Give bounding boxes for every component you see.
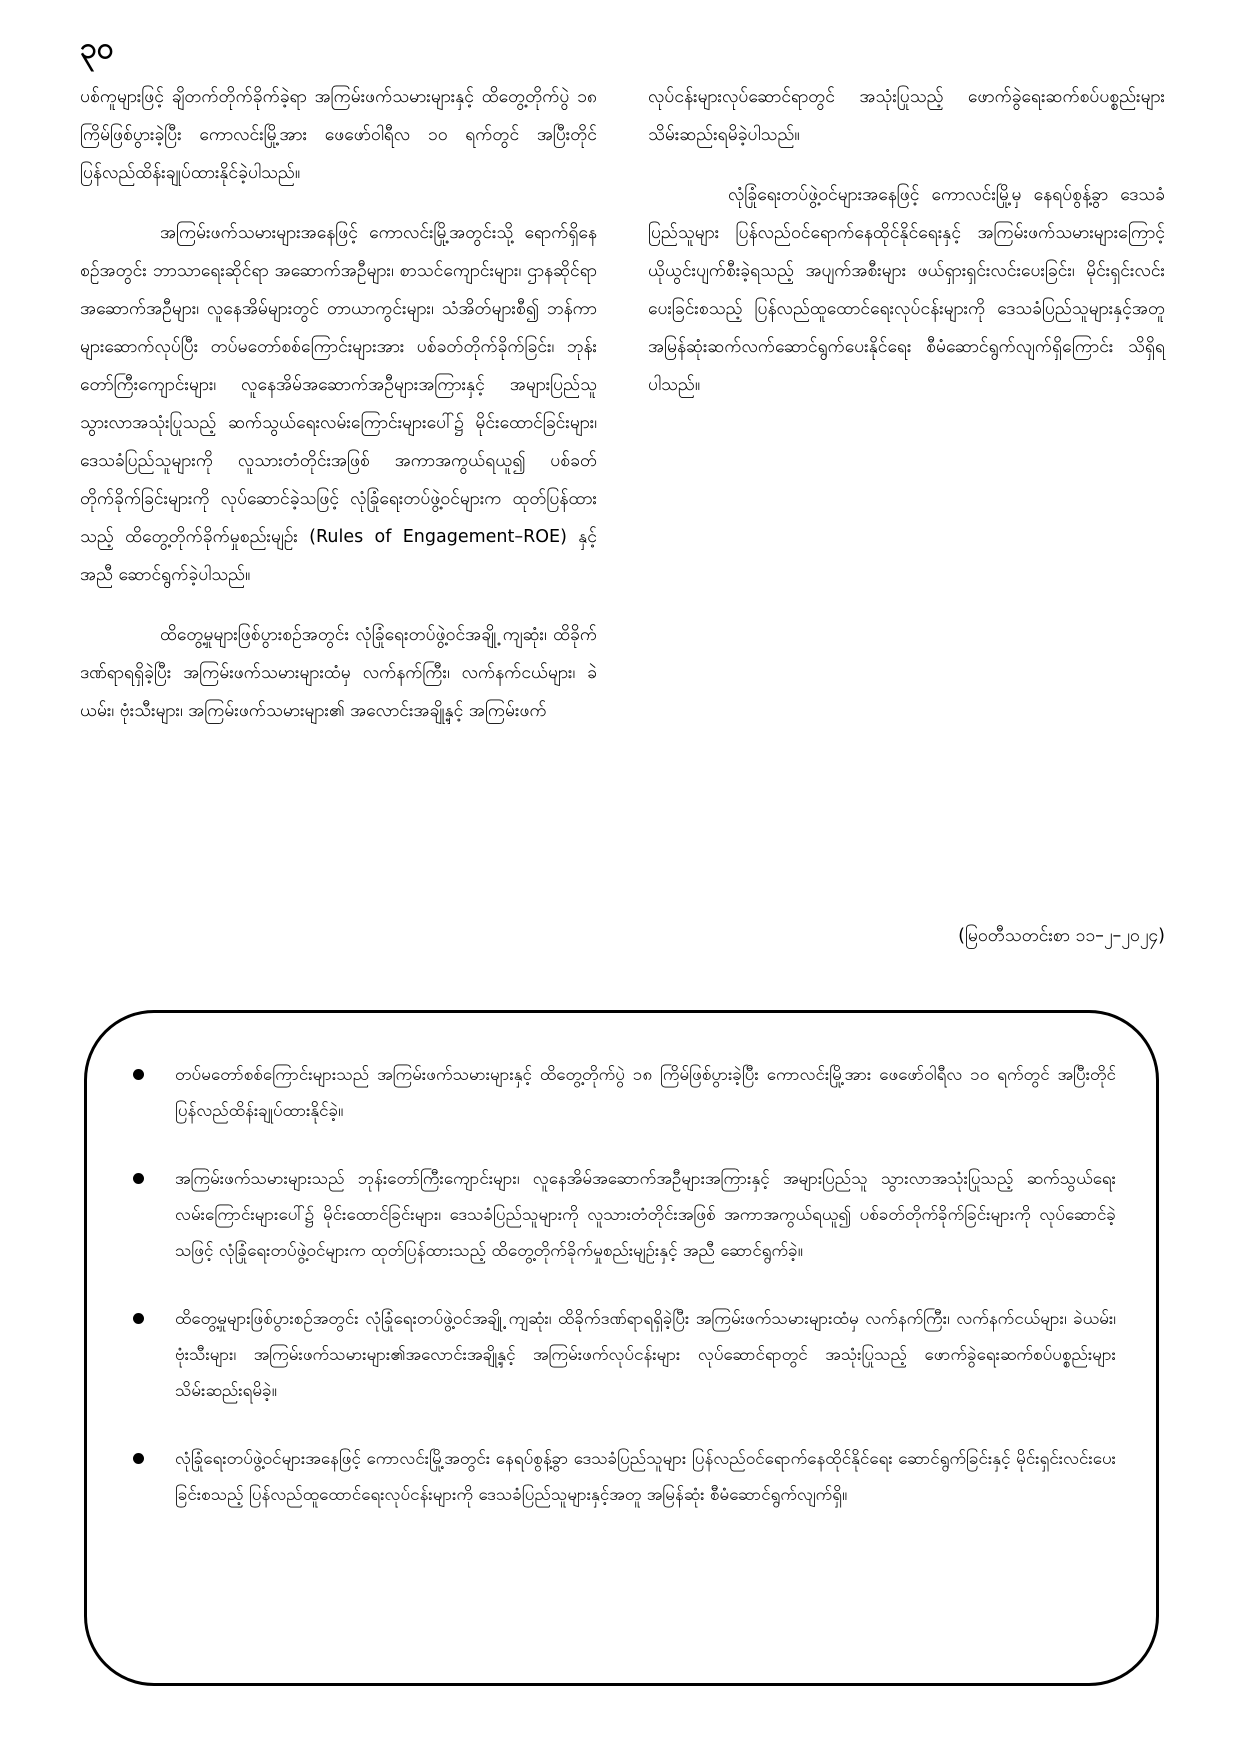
bullet-icon [133, 1069, 144, 1080]
bullet-icon [133, 1173, 144, 1184]
summary-item [127, 1057, 1116, 1129]
summary-item [127, 1301, 1116, 1409]
summary-item [127, 1161, 1116, 1269]
summary-box [84, 1010, 1159, 1686]
right-column [648, 78, 1165, 983]
article-paragraph: အကြမ်းဖက်သမားများအနေဖြင့် ကောလင်းမြို့အတွင်းသို့ ရောက်ရှိနေစဉ်အတွင်း ဘာသာရေးဆိုင်ရာ အဆောက်အဦများ၊ စာသင်ကျောင်းများ၊ ဌာနဆိုင်ရာအဆောက်အဦများ၊ လူနေအိမ်များတွင် တာယာကွင်းများ၊ သံအိတ်များစီ၍ ဘန်ကာများဆောက်လုပ်ပြီး တပ်မတော်စစ်ကြောင်းများအား ပစ်ခတ်တိုက်ခိုက်ခြင်း၊ ဘုန်းတော်ကြီးကျောင်းများ၊ လူနေအိမ်အဆောက်အဦများအကြားနှင့် အများပြည်သူ သွားလာအသုံးပြုသည့် ဆက်သွယ်ရေးလမ်းကြောင်းများပေါ်၌ မိုင်းထောင်ခြင်းများ၊ ဒေသခံပြည်သူများကို လူသားတံတိုင်းအဖြစ် အကာအကွယ်ရယူ၍ ပစ်ခတ်တိုက်ခိုက်ခြင်းများကို လုပ်ဆောင်ခဲ့သဖြင့် လုံခြုံရေးတပ်ဖွဲ့ဝင်များက ထုတ်ပြန်ထားသည့် ထိတွေ့တိုက်ခိုက်မှုစည်းမျဉ်း (Rules of Engagement–ROE) နှင့်အညီ ဆောင်ရွက်ခဲ့ပါသည်။ [80, 223, 597, 585]
summary-item-text: တပ်မတော်စစ်ကြောင်းများသည် အကြမ်းဖက်သမားများနှင့် ထိတွေ့တိုက်ပွဲ ၁၈ ကြိမ်ဖြစ်ပွားခဲ့ပြီး ကောလင်းမြို့အား ဖေဖော်ဝါရီလ ၁၀ ရက်တွင် အပြီးတိုင် ပြန်လည်ထိန်းချုပ်ထားနိုင်ခဲ့။ [175, 1065, 1116, 1121]
article-paragraph: ထိတွေ့မှုများဖြစ်ပွားစဉ်အတွင်း လုံခြုံရေးတပ်ဖွဲ့ဝင်အချို့ ကျဆုံး၊ ထိခိုက်ဒဏ်ရာရရှိခဲ့ပြီး အကြမ်းဖက်သမားများထံမှ လက်နက်ကြီး၊ လက်နက်ငယ်များ၊ ခဲယမ်း၊ ဗုံးသီးများ၊ အကြမ်းဖက်သမားများ၏ အလောင်းအချို့နှင့် အကြမ်းဖက် [80, 625, 597, 721]
bullet-icon [133, 1453, 144, 1464]
bullet-icon [133, 1313, 144, 1324]
left-column [80, 78, 597, 983]
summary-item [127, 1441, 1116, 1513]
article-paragraph: လုပ်ငန်းများလုပ်ဆောင်ရာတွင် အသုံးပြုသည့် ဖောက်ခွဲရေးဆက်စပ်ပစ္စည်းများ သိမ်းဆည်းရမိခဲ့ပါသည်။ [648, 87, 1165, 145]
summary-list [127, 1057, 1116, 1513]
article-body [80, 78, 1165, 983]
article-paragraph: လုံခြုံရေးတပ်ဖွဲ့ဝင်များအနေဖြင့် ကောလင်းမြို့မှ နေရပ်စွန့်ခွာ ဒေသခံပြည်သူများ ပြန်လည်ဝင်ရောက်နေထိုင်နိုင်ရေးနှင့် အကြမ်းဖက်သမားများကြောင့် ယိုယွင်းပျက်စီးခဲ့ရသည့် အပျက်အစီးများ ဖယ်ရှားရှင်းလင်းပေးခြင်း၊ မိုင်းရှင်းလင်းပေးခြင်းစသည့် ပြန်လည်ထူထောင်ရေးလုပ်ငန်းများကို ဒေသခံပြည်သူများနှင့်အတူ အမြန်ဆုံးဆက်လက်ဆောင်ရွက်ပေးနိုင်ရေး စီမံဆောင်ရွက်လျက်ရှိကြောင်း သိရှိရပါသည်။ [648, 185, 1165, 395]
summary-item-text: အကြမ်းဖက်သမားများသည် ဘုန်းတော်ကြီးကျောင်းများ၊ လူနေအိမ်အဆောက်အဦများအကြားနှင့် အများပြည်သူ သွားလာအသုံးပြုသည့် ဆက်သွယ်ရေးလမ်းကြောင်းများပေါ်၌ မိုင်းထောင်ခြင်းများ၊ ဒေသခံပြည်သူများကို လူသားတံတိုင်းအဖြစ် အကာအကွယ်ရယူ၍ ပစ်ခတ်တိုက်ခိုက်ခြင်းများကို လုပ်ဆောင်ခဲ့သဖြင့် လုံခြုံရေးတပ်ဖွဲ့ဝင်များက ထုတ်ပြန်ထားသည့် ထိတွေ့တိုက်ခိုက်မှုစည်းမျဉ်းနှင့် အညီ ဆောင်ရွက်ခဲ့။ [175, 1169, 1116, 1261]
source-citation: (မြဝတီသတင်းစာ ၁၁–၂–၂၀၂၄) [958, 926, 1165, 946]
page-number: ၃၀ [80, 31, 114, 66]
summary-item-text: လုံခြုံရေးတပ်ဖွဲ့ဝင်များအနေဖြင့် ကောလင်းမြို့အတွင်း နေရပ်စွန့်ခွာ ဒေသခံပြည်သူများ ပြန်လည်ဝင်ရောက်နေထိုင်နိုင်ရေး ဆောင်ရွက်ခြင်းနှင့် မိုင်းရှင်းလင်းပေးခြင်းစသည့် ပြန်လည်ထူထောင်ရေးလုပ်ငန်းများကို ဒေသခံပြည်သူများနှင့်အတူ အမြန်ဆုံး စီမံဆောင်ရွက်လျက်ရှိ။ [175, 1449, 1116, 1505]
summary-item-text: ထိတွေ့မှုများဖြစ်ပွားစဉ်အတွင်း လုံခြုံရေးတပ်ဖွဲ့ဝင်အချို့ ကျဆုံး၊ ထိခိုက်ဒဏ်ရာရရှိခဲ့ပြီး အကြမ်းဖက်သမားများထံမှ လက်နက်ကြီး၊ လက်နက်ငယ်များ၊ ခဲယမ်း၊ ဗုံးသီးများ၊ အကြမ်းဖက်သမားများ၏အလောင်းအချို့နှင့် အကြမ်းဖက်လုပ်ငန်းများ လုပ်ဆောင်ရာတွင် အသုံးပြုသည့် ဖောက်ခွဲရေးဆက်စပ်ပစ္စည်းများ သိမ်းဆည်းရမိခဲ့။ [175, 1309, 1116, 1401]
article-paragraph: ပစ်ကူများဖြင့် ချိတက်တိုက်ခိုက်ခဲ့ရာ အကြမ်းဖက်သမားများနှင့် ထိတွေ့တိုက်ပွဲ ၁၈ ကြိမ်ဖြစ်ပွားခဲ့ပြီး ကောလင်းမြို့အား ဖေဖော်ဝါရီလ ၁၀ ရက်တွင် အပြီးတိုင် ပြန်လည်ထိန်းချုပ်ထားနိုင်ခဲ့ပါသည်။ [80, 87, 597, 183]
